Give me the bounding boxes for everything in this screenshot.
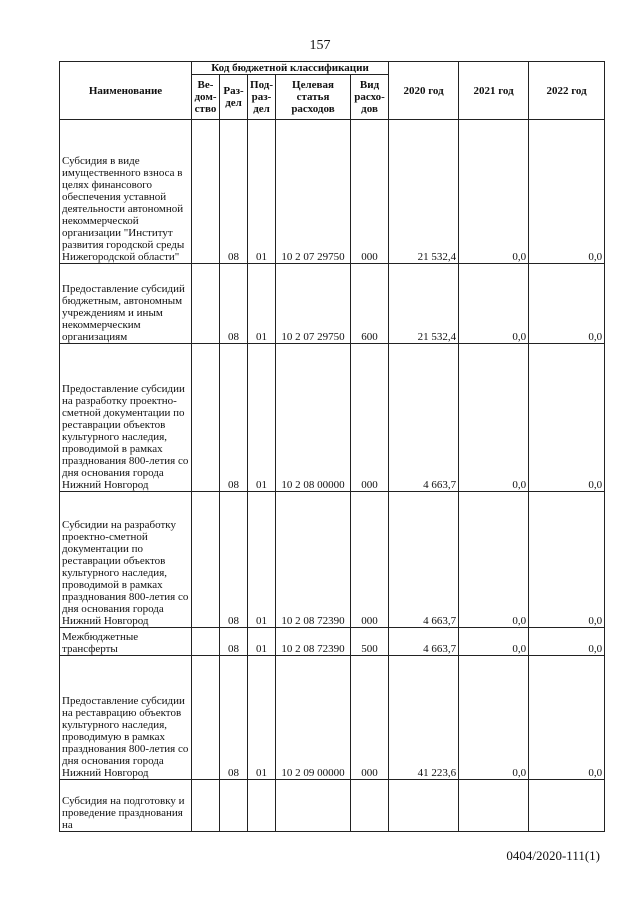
table-row [60, 264, 605, 344]
header-expense-type: Вид расхо- дов [351, 75, 389, 120]
row-razdel: 08 [220, 656, 248, 780]
row-value-2020: 21 532,4 [389, 120, 459, 264]
row-podrazdel: 01 [248, 264, 276, 344]
row-name: Межбюджетные трансферты [60, 628, 192, 656]
row-razdel: 08 [220, 492, 248, 628]
row-value-2022: 0,0 [529, 264, 605, 344]
row-name: Субсидия на подготовку и проведение празднования на [60, 780, 192, 832]
table-row [60, 656, 605, 780]
row-value-2022 [529, 780, 605, 832]
row-name: Субсидии на разработку проектно-сметной документации по реставрации объектов культурного наследия, проводимой в рамках празднования 800-летия со дня основания города Нижний Новгород [60, 492, 192, 628]
row-vedomstvo [192, 264, 220, 344]
row-target-article: 10 2 08 72390 [276, 492, 351, 628]
table-row [60, 492, 605, 628]
row-expense-type: 600 [351, 264, 389, 344]
row-target-article: 10 2 09 00000 [276, 656, 351, 780]
row-expense-type: 000 [351, 344, 389, 492]
row-podrazdel: 01 [248, 492, 276, 628]
header-target-article: Целевая статья расходов [276, 75, 351, 120]
page-number: 157 [309, 38, 331, 53]
row-name: Предоставление субсидии на разработку проектно-сметной документации по реставрации объектов культурного наследия, проводимой в рамках празднования 800-летия со дня основания города Нижний Новгород [60, 344, 192, 492]
row-vedomstvo [192, 656, 220, 780]
row-vedomstvo [192, 628, 220, 656]
row-value-2022: 0,0 [529, 492, 605, 628]
row-vedomstvo [192, 780, 220, 832]
row-vedomstvo [192, 344, 220, 492]
header-podrazdel: Под- раз- дел [248, 75, 276, 120]
row-vedomstvo [192, 120, 220, 264]
table-row [60, 120, 605, 264]
row-value-2022: 0,0 [529, 344, 605, 492]
row-target-article: 10 2 07 29750 [276, 120, 351, 264]
row-razdel: 08 [220, 628, 248, 656]
row-value-2021: 0,0 [459, 264, 529, 344]
row-value-2021: 0,0 [459, 120, 529, 264]
header-name: Наименование [60, 62, 192, 120]
row-razdel: 08 [220, 264, 248, 344]
row-value-2021: 0,0 [459, 656, 529, 780]
header-budget-code-group: Код бюджетной классификации [192, 62, 389, 75]
row-value-2020: 4 663,7 [389, 344, 459, 492]
row-razdel: 08 [220, 344, 248, 492]
row-podrazdel [248, 780, 276, 832]
row-value-2021: 0,0 [459, 628, 529, 656]
row-podrazdel: 01 [248, 628, 276, 656]
row-podrazdel: 01 [248, 344, 276, 492]
row-podrazdel: 01 [248, 656, 276, 780]
row-value-2022: 0,0 [529, 628, 605, 656]
table-row [60, 628, 605, 656]
row-value-2020: 4 663,7 [389, 492, 459, 628]
row-expense-type: 000 [351, 492, 389, 628]
row-value-2020: 21 532,4 [389, 264, 459, 344]
row-razdel [220, 780, 248, 832]
row-target-article: 10 2 08 00000 [276, 344, 351, 492]
budget-table [59, 61, 605, 832]
table-row [60, 344, 605, 492]
row-expense-type: 000 [351, 120, 389, 264]
row-name: Предоставление субсидий бюджетным, автономным учреждениям и иным некоммерческим организациям [60, 264, 192, 344]
header-2022: 2022 год [529, 62, 605, 120]
header-vedomstvo: Ве- дом- ство [192, 75, 220, 120]
row-name: Субсидия в виде имущественного взноса в целях финансового обеспечения уставной деятельности автономной некоммерческой организации "Институт развития городской среды Нижегородской области" [60, 120, 192, 264]
row-expense-type: 500 [351, 628, 389, 656]
row-target-article [276, 780, 351, 832]
header-2021: 2021 год [459, 62, 529, 120]
header-razdel: Раз- дел [220, 75, 248, 120]
row-podrazdel: 01 [248, 120, 276, 264]
row-value-2021: 0,0 [459, 492, 529, 628]
table-row [60, 780, 605, 832]
row-value-2022: 0,0 [529, 656, 605, 780]
header-2020: 2020 год [389, 62, 459, 120]
row-name: Предоставление субсидии на реставрацию объектов культурного наследия, проводимую в рамках празднования 800-летия со дня основания города Нижний Новгород [60, 656, 192, 780]
row-value-2020 [389, 780, 459, 832]
row-value-2022: 0,0 [529, 120, 605, 264]
row-expense-type [351, 780, 389, 832]
row-value-2021: 0,0 [459, 344, 529, 492]
row-target-article: 10 2 07 29750 [276, 264, 351, 344]
row-target-article: 10 2 08 72390 [276, 628, 351, 656]
row-value-2020: 41 223,6 [389, 656, 459, 780]
row-value-2021 [459, 780, 529, 832]
row-expense-type: 000 [351, 656, 389, 780]
row-vedomstvo [192, 492, 220, 628]
row-razdel: 08 [220, 120, 248, 264]
document-code: 0404/2020-111(1) [506, 848, 600, 863]
row-value-2020: 4 663,7 [389, 628, 459, 656]
